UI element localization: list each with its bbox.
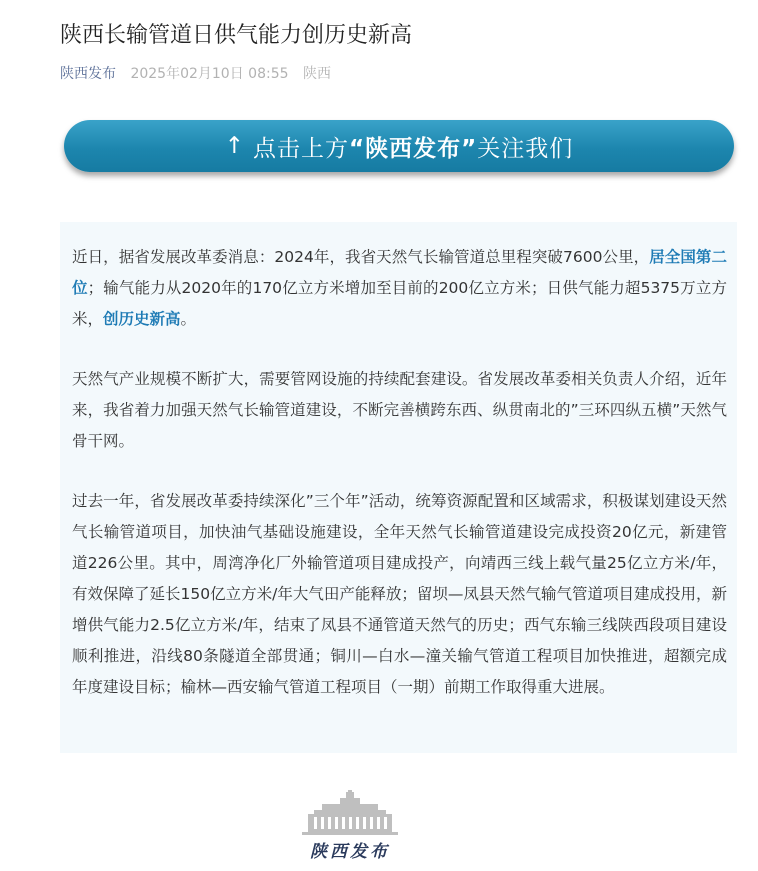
follow-banner[interactable] <box>64 120 734 172</box>
p1-text-b: ；输气能力从2020年的170亿立方米增加至目前的200亿立方米；日供气能力超5375万立方米， <box>72 279 727 328</box>
publish-location: 陕西 <box>302 66 331 82</box>
building-logo-icon <box>300 790 400 862</box>
banner-prefix: 点击上方 <box>253 135 350 162</box>
shaanxi-fabu-logo <box>300 790 400 862</box>
p1-text-a: 近日，据省发展改革委消息：2024年，我省天然气长输管道总里程突破7600公里， <box>72 248 650 266</box>
article-meta <box>60 64 331 84</box>
account-name-link[interactable]: 陕西发布 <box>60 66 116 82</box>
up-arrow-icon: ↑ <box>224 133 246 159</box>
article-body <box>60 222 737 753</box>
highlight-rank: 居全国第二位 <box>72 248 727 297</box>
logo-text: 陕西发布 <box>310 842 390 862</box>
banner-brand: “陕西发布” <box>349 135 478 162</box>
publish-date: 2025年02月10日 08:55 <box>130 66 289 82</box>
p1-text-c: 。 <box>180 310 197 328</box>
highlight-record: 创历史新高 <box>103 310 181 328</box>
article-title: 陕西长输管道日供气能力创历史新高 <box>60 23 413 48</box>
paragraph-1 <box>72 242 727 335</box>
banner-suffix: 关注我们 <box>477 135 574 162</box>
paragraph-2: 天然气产业规模不断扩大，需要管网设施的持续配套建设。省发展改革委相关负责人介绍，近年来，我省着力加强天然气长输管道建设，不断完善横跨东西、纵贯南北的”三环四纵五横”天然气骨干网。 <box>72 370 727 450</box>
paragraph-3: 过去一年，省发展改革委持续深化”三个年”活动，统筹资源配置和区域需求，积极谋划建设天然气长输管道项目，加快油气基础设施建设，全年天然气长输管道建设完成投资20亿元，新建管道226公里。其中，周湾净化厂外输管道项目建成投产，向靖西三线上载气量25亿立方米/年，有效保障了延长150亿立方米/年大气田产能释放；留坝—凤县天然气输气管道项目建成投用，新增供气能力2.5亿立方米/年，结束了凤县不通管道天然气的历史；西气东输三线陕西段项目建设顺利推进，沿线80条隧道全部贯通；铜川—白水—潼关输气管道工程项目加快推进，超额完成年度建设目标；榆林—西安输气管道工程项目（一期）前期工作取得重大进展。 <box>72 492 727 696</box>
